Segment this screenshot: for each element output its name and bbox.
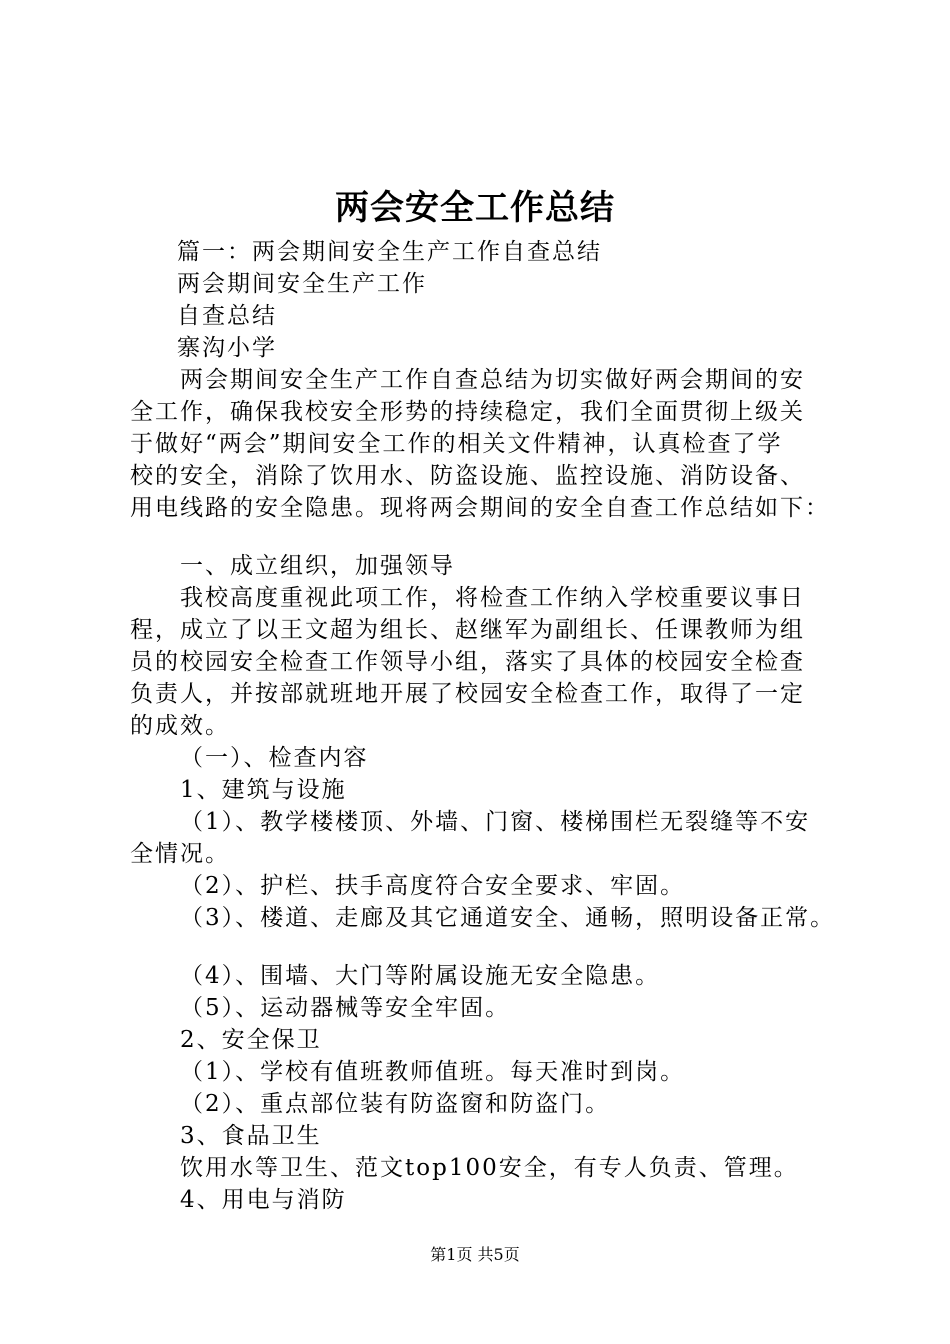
page-footer: 第1页 共5页 [430, 1245, 520, 1264]
body-line: 两会期间安全生产工作自查总结为切实做好两会期间的安 [180, 367, 805, 393]
body-line: 员的校园安全检查工作领导小组，落实了具体的校园安全检查 [130, 649, 805, 675]
body-line: 校的安全，消除了饮用水、防盗设施、监控设施、消防设备、 [130, 463, 805, 489]
body-line: （1）、学校有值班教师值班。每天准时到岗。 [180, 1059, 686, 1085]
section-heading: 一、成立组织，加强领导 [180, 553, 455, 579]
sub-heading: （一）、检查内容 [180, 745, 369, 771]
paragraph-gap [130, 934, 860, 960]
body-line: （1）、教学楼楼顶、外墙、门窗、楼梯围栏无裂缝等不安 [180, 809, 811, 835]
body-line: 自查总结 [177, 303, 277, 329]
sub-heading: 3、食品卫生 [180, 1123, 322, 1149]
body-line: 全工作，确保我校安全形势的持续稳定，我们全面贯彻上级关 [130, 399, 805, 425]
body-line: 的成效。 [130, 713, 230, 739]
body-line: 寨沟小学 [177, 335, 277, 361]
body-line: （3）、楼道、走廊及其它通道安全、通畅，照明设备正常。 [180, 905, 836, 931]
body-line: 负责人，并按部就班地开展了校园安全检查工作，取得了一定 [130, 681, 805, 707]
body-line: （2）、护栏、扶手高度符合安全要求、牢固。 [180, 873, 686, 899]
body-line: 程，成立了以王文超为组长、赵继军为副组长、任课教师为组 [130, 617, 805, 643]
body-line: （4）、围墙、大门等附属设施无安全隐患。 [180, 963, 661, 989]
document-title: 两会安全工作总结 [335, 188, 615, 228]
body-line: 我校高度重视此项工作，将检查工作纳入学校重要议事日 [180, 585, 805, 611]
body-line: 篇一：两会期间安全生产工作自查总结 [177, 239, 602, 265]
sub-heading: 2、安全保卫 [180, 1027, 322, 1053]
document-body [130, 236, 860, 1216]
body-line: 饮用水等卫生、范文top100安全，有专人负责、管理。 [180, 1155, 799, 1181]
sub-heading: 1、建筑与设施 [180, 777, 347, 803]
body-line: 全情况。 [130, 841, 230, 867]
sub-heading: 4、用电与消防 [180, 1187, 347, 1213]
body-line: 两会期间安全生产工作 [177, 271, 427, 297]
body-line: （5）、运动器械等安全牢固。 [180, 995, 511, 1021]
body-line: 用电线路的安全隐患。现将两会期间的安全自查工作总结如下： [130, 495, 830, 521]
body-line: 于做好“两会”期间安全工作的相关文件精神，认真检查了学 [130, 431, 783, 457]
body-line: （2）、重点部位装有防盗窗和防盗门。 [180, 1091, 611, 1117]
paragraph-gap [130, 524, 860, 550]
